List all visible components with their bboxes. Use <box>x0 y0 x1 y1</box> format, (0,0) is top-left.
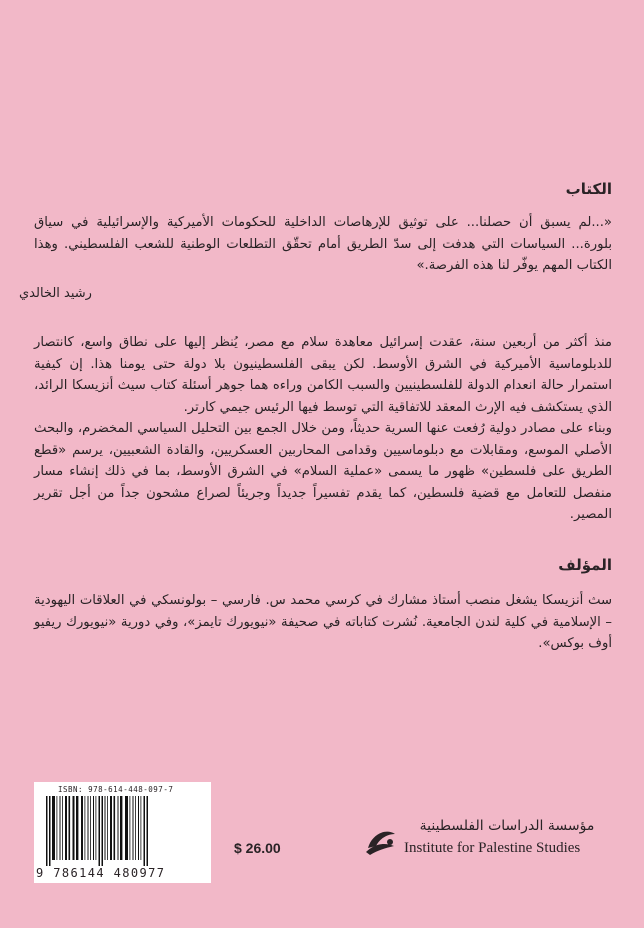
barcode-bar <box>57 796 58 860</box>
barcode-bar <box>144 796 146 866</box>
barcode-bar <box>62 796 63 860</box>
barcode-bar <box>46 796 48 866</box>
quote-author: رشيد الخالدي <box>19 286 92 301</box>
barcode-bar <box>65 796 67 860</box>
barcode-bar <box>114 796 116 860</box>
barcode-bar <box>110 796 112 860</box>
barcode-bar <box>85 796 86 860</box>
barcode-bar <box>76 796 78 860</box>
barcode-digits: 9 786144 480977 <box>36 866 166 880</box>
publisher-name-english: Institute for Palestine Studies <box>404 840 581 856</box>
publisher-block <box>362 818 612 868</box>
description-paragraph-1: منذ أكثر من أربعين سنة، عقدت إسرائيل معاهدة سلام مع مصر، يُنظر إليها على نطاق واسع، كانتصار للدبلوماسية الأميركية في الشرق الأوسط. لكن يبقى الفلسطينيون بلا دولة حتى يومنا هذا. إن كيفية استمرار حالة انعدام الدولة للفلسطينيين والسبب الكامن وراءه هما جوهر أسئلة كتاب سيث أنزيسكا الرائد، الذي يستكشف فيه الإرث المعقد للاتفاقية التي توسط فيها الرئيس جيمي كارتر. <box>34 335 612 415</box>
barcode-bar <box>107 796 108 860</box>
ips-logo-icon <box>362 822 400 860</box>
section-heading-book: الكتاب <box>565 180 612 198</box>
barcode-bar <box>130 796 131 860</box>
book-description <box>34 332 612 526</box>
blurb-quote <box>34 212 612 277</box>
barcode-bar <box>69 796 71 860</box>
price-label: $ 26.00 <box>234 840 281 856</box>
barcode-bar <box>118 796 119 860</box>
barcode-bar <box>133 796 134 860</box>
section-heading-author: المؤلف <box>558 556 612 574</box>
barcode-bar <box>81 796 83 860</box>
barcode-bar <box>60 796 61 860</box>
publisher-name-arabic: مؤسسة الدراسات الفلسطينية <box>419 818 595 834</box>
barcode-bar <box>125 796 128 860</box>
barcode-bar <box>141 796 142 860</box>
description-paragraph-2: وبناء على مصادر دولية رُفعت عنها السرية حديثاً، ومن خلال الجمع بين التحليل السياسي المخضرم، والبحث الأصلي الموسع، ومقابلات مع دبلوماسيين وقدامى المحاربين العسكريين، والقادة الشعبيين، يرسم «قطع الطريق على فلسطين» ظهور ما يسمى «عملية السلام» في الشرق الأوسط، بما في ذلك إنشاء مسار منفصل للتعامل مع قضية فلسطين، كما يقدم تفسيراً جديداً وجريئاً لصراع مشحون جداً من أجل تقرير المصير. <box>34 421 612 522</box>
barcode-icon <box>44 796 202 866</box>
barcode-bar <box>102 796 104 866</box>
barcode-bar <box>138 796 139 860</box>
isbn-label: ISBN: 978-614-448-097-7 <box>58 785 174 794</box>
barcode-bar <box>93 796 94 860</box>
barcode-bar <box>105 796 106 860</box>
barcode-bar <box>90 796 91 860</box>
quote-text: «...لم يسبق أن حصلنا... على توثيق للإرهاصات الداخلية للحكومات الأميركية والإسرائيلية في سياق بلورة... السياسات التي هدفت إلى سدّ الطريق أمام تحقّق التطلعات الوطنية للشعب الفلسطيني. وهذا الكتاب المهم يوفّر لنا هذه الفرصة.» <box>34 215 612 273</box>
author-bio-text: سث أنزيسكا يشغل منصب أستاذ مشارك في كرسي محمد س. فارسي – بولونسكي في العلاقات اليهودية – الإسلامية في كلية لندن الجامعية. نُشرت كتاباته في صحيفة «نيويورك تايمز»، وفي دورية «نيويورك ريفيو أوف بوكس». <box>34 593 612 651</box>
barcode-bar <box>49 796 51 866</box>
barcode-bar <box>120 796 122 860</box>
barcode-bar <box>88 796 89 860</box>
isbn-barcode <box>34 782 211 883</box>
barcode-bar <box>147 796 149 866</box>
barcode-bar <box>135 796 136 860</box>
barcode-bar <box>99 796 101 866</box>
author-bio <box>34 590 612 655</box>
barcode-bar <box>52 796 55 860</box>
barcode-bar <box>96 796 97 860</box>
barcode-bar <box>73 796 75 860</box>
